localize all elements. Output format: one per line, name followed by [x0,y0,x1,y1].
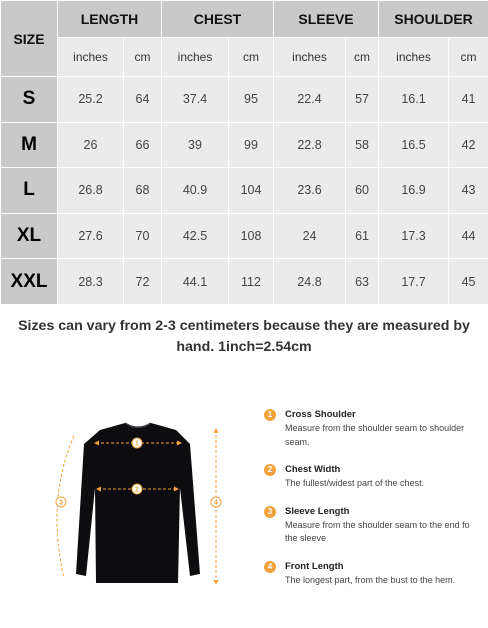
garment-measurement-diagram [40,418,250,593]
table-cell: 22.8 [274,122,346,168]
legend-item-front-length [262,560,484,588]
legend-title: Chest Width [285,464,341,475]
marker-cross-shoulder [132,438,142,448]
arrow-down-icon [214,580,219,585]
table-cell: 72 [124,259,162,305]
table-cell: 108 [229,213,274,259]
size-chart-table [0,0,488,305]
table-cell: 42.5 [162,213,229,259]
table-cell: 44 [449,213,488,259]
legend-description: The longest part, from the bust to the hem. [285,574,456,585]
marker-front-length [211,497,221,507]
number-badge-icon: 1 [264,409,276,421]
legend-title: Cross Shoulder [285,409,356,420]
table-cell: 25.2 [58,77,124,123]
table-row [1,122,488,168]
marker-sleeve-length [56,497,66,507]
table-cell: 66 [124,122,162,168]
table-cell: 42 [449,122,488,168]
size-label: S [1,77,58,123]
unit-header: inches [162,38,229,77]
number-badge-icon: 3 [264,506,276,518]
table-row [1,213,488,259]
legend-description: The fullest/widest part of the chest. [285,478,425,488]
table-cell: 104 [229,168,274,214]
table-cell: 95 [229,77,274,123]
table-row [1,168,488,214]
table-cell: 17.7 [379,259,449,305]
unit-header: cm [346,38,379,77]
unit-header: inches [379,38,449,77]
table-cell: 44.1 [162,259,229,305]
size-label: L [1,168,58,214]
table-cell: 43 [449,168,488,214]
table-cell: 28.3 [58,259,124,305]
table-cell: 45 [449,259,488,305]
table-cell: 22.4 [274,77,346,123]
marker-label: 4 [214,499,218,507]
table-cell: 41 [449,77,488,123]
measurement-legend [262,408,484,601]
number-badge-icon: 4 [264,561,276,573]
number-badge-icon: 2 [264,464,276,476]
marker-label: 2 [135,486,139,494]
table-cell: 99 [229,122,274,168]
table-cell: 27.6 [58,213,124,259]
chest-header: CHEST [162,1,274,38]
table-cell: 26 [58,122,124,168]
legend-title: Sleeve Length [285,505,350,517]
table-cell: 23.6 [274,168,346,214]
unit-header: inches [58,38,124,77]
table-cell: 16.1 [379,77,449,123]
sleeve-header: SLEEVE [274,1,379,38]
legend-item-chest-width [262,463,484,491]
marker-chest-width [132,484,142,494]
table-cell: 24.8 [274,259,346,305]
legend-item-sleeve-length [262,505,484,546]
table-cell: 26.8 [58,168,124,214]
legend-item-cross-shoulder [262,408,484,449]
unit-header: cm [124,38,162,77]
table-cell: 24 [274,213,346,259]
arrow-up-icon [214,428,219,433]
measurement-note: Sizes can vary from 2-3 centimeters because they are measured by hand. 1inch=2.54cm [18,318,470,355]
table-cell: 17.3 [379,213,449,259]
table-cell: 16.5 [379,122,449,168]
shoulder-header: SHOULDER [379,1,488,38]
marker-label: 3 [59,499,63,507]
size-label: XXL [1,259,58,305]
legend-description: Measure from the shoulder seam to shoulder seam. [285,423,465,447]
table-cell: 57 [346,77,379,123]
unit-header: cm [229,38,274,77]
table-cell: 16.9 [379,168,449,214]
table-cell: 68 [124,168,162,214]
size-label: XL [1,213,58,259]
table-cell: 63 [346,259,379,305]
size-column-header: SIZE [1,1,58,77]
marker-label: 1 [135,440,139,448]
table-cell: 112 [229,259,274,305]
table-cell: 39 [162,122,229,168]
table-cell: 37.4 [162,77,229,123]
table-cell: 61 [346,213,379,259]
table-cell: 58 [346,122,379,168]
legend-description: Measure from the shoulder seam to the end fo the sleeve [285,519,470,543]
table-cell: 64 [124,77,162,123]
size-label: M [1,122,58,168]
unit-header: inches [274,38,346,77]
table-cell: 40.9 [162,168,229,214]
length-header: LENGTH [58,1,162,38]
table-row [1,77,488,123]
table-cell: 60 [346,168,379,214]
table-cell: 70 [124,213,162,259]
legend-title: Front Length [285,560,344,572]
table-row [1,259,488,305]
unit-header: cm [449,38,488,77]
